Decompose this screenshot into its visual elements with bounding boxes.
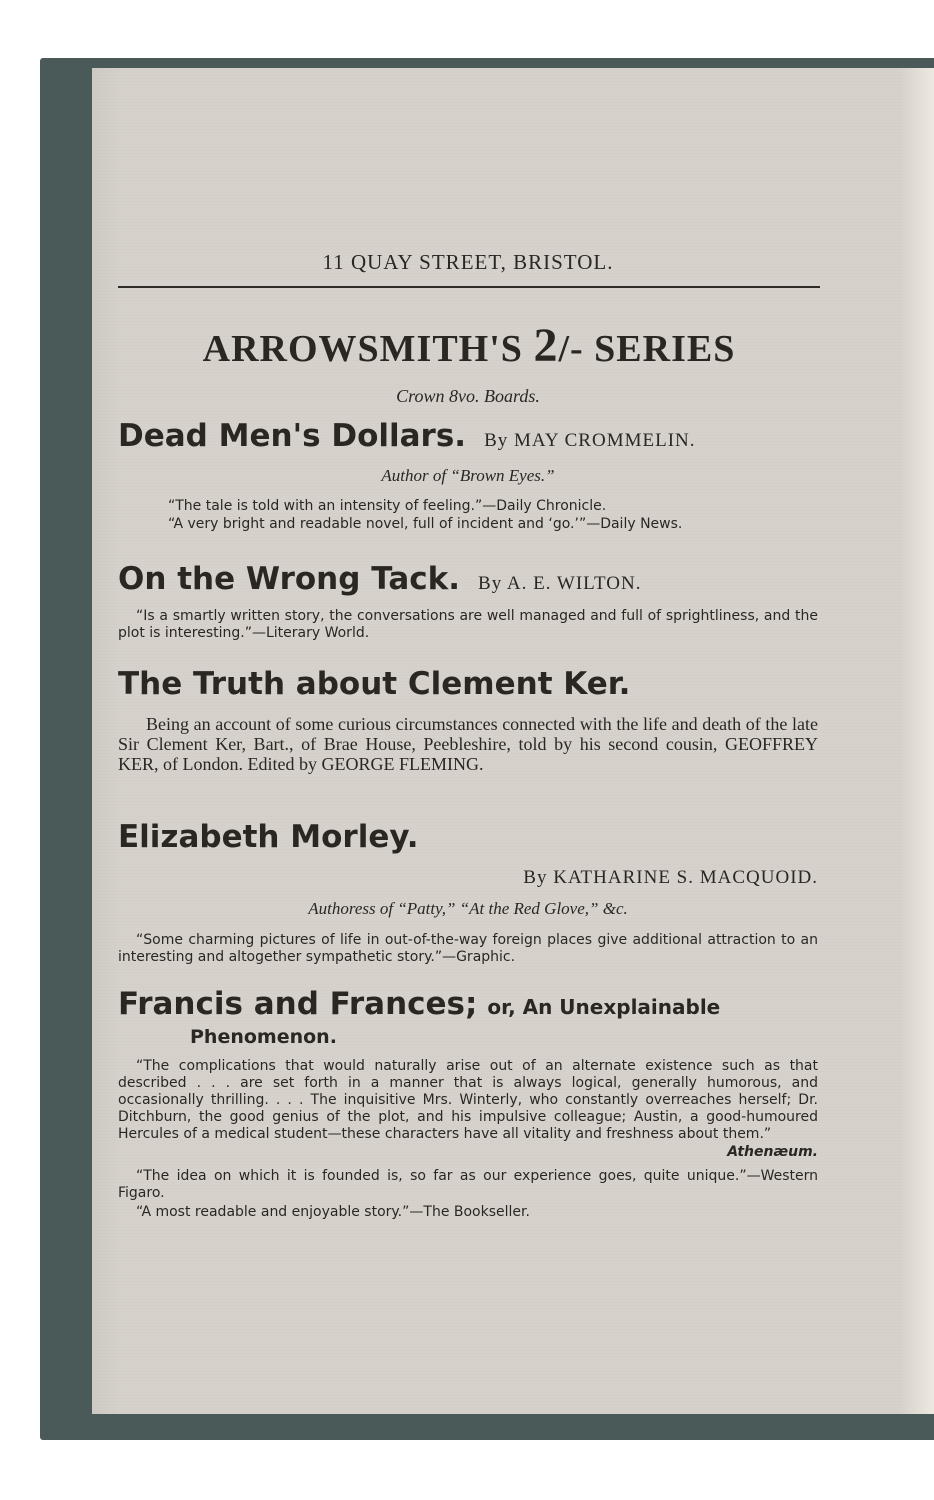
page-edge — [900, 68, 934, 1414]
book-title: Francis and Frances; — [118, 986, 478, 1022]
series-name: ARROWSMITH'S — [202, 328, 523, 370]
book-author: By KATHARINE S. MACQUOID. — [523, 867, 818, 888]
book-title-line2: Phenomenon. — [190, 1026, 337, 1048]
book-subline: Authoress of “Patty,” “At the Red Glove,” &c. — [308, 899, 628, 918]
book-title: On the Wrong Tack. — [118, 561, 461, 597]
book-title: The Truth about Clement Ker. — [118, 666, 631, 702]
book-author: By MAY CROMMELIN. — [484, 430, 696, 451]
review-quote: “A most readable and enjoyable story.”—The Bookseller. — [136, 1204, 530, 1220]
book-description: Being an account of some curious circumstances connected with the life and death of the late Sir Clement Ker, Bart., of Brae House, Peebleshire, told by his second cousin, GEOFFREY KER, of London. Edited by GEORGE FLEMING. — [118, 714, 818, 774]
series-price: 2 — [533, 319, 559, 372]
book-subline: Author of “Brown Eyes.” — [381, 466, 555, 485]
review-quote: “A very bright and readable novel, full of incident and ‘go.’”—Daily News. — [168, 516, 683, 532]
publisher-address: 11 QUAY STREET, BRISTOL. — [322, 250, 614, 274]
review-quote: “Is a smartly written story, the conversations are well managed and full of sprightliness, and the plot is interesting.”—Literary World. — [118, 608, 818, 641]
format-note: Crown 8vo. Boards. — [396, 386, 540, 406]
book-title: Elizabeth Morley. — [118, 819, 419, 855]
review-quote: “Some charming pictures of life in out-of-the-way foreign places give additional attraction to an interesting and altogether sympathetic story.”—Graphic. — [118, 932, 818, 965]
review-quote: “The idea on which it is founded is, so far as our experience goes, quite unique.”—Western Figaro. — [118, 1168, 818, 1201]
book-entry — [118, 418, 820, 454]
book-entry — [118, 986, 820, 1022]
book-author: By A. E. WILTON. — [478, 573, 642, 594]
book-title: Dead Men's Dollars. — [118, 418, 467, 454]
series-heading — [118, 318, 820, 373]
review-quote: “The complications that would naturally arise out of an alternate existence such as that described . . . are set forth in a manner that is always logical, generally humorous, and occasionally thrilling. . . . The inquisitive Mrs. Winterly, who constantly overreaches herself; Dr. Ditchburn, the good genius of the plot, and his impulsive colleague; Austin, a good-humoured Hercules of a medical student—these characters have all vitality and freshness about them.” — [118, 1058, 818, 1142]
book-title-continuation: or, An Unexplainable — [487, 995, 721, 1019]
header-rule — [118, 286, 820, 288]
book-entry — [118, 561, 820, 597]
review-quote: “The tale is told with an intensity of feeling.”—Daily Chronicle. — [168, 498, 607, 514]
review-source: Athenæum. — [727, 1144, 818, 1160]
series-suffix: /- SERIES — [558, 328, 736, 370]
